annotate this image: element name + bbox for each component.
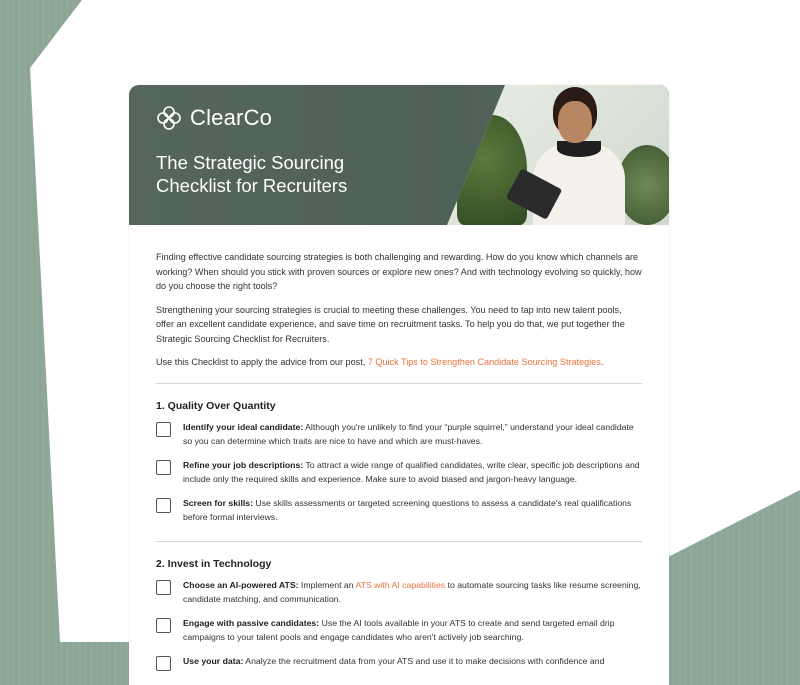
section-divider	[156, 541, 642, 542]
plant-shape	[457, 115, 527, 225]
section-title: 1. Quality Over Quantity	[156, 399, 276, 412]
use-line-text: Use this Checklist to apply the advice from our post,	[156, 357, 368, 367]
item-body: Use the AI tools available in your ATS to create and send targeted email drip campaigns to your talent pools and engage candidates who aren't actively job searching.	[183, 617, 615, 642]
person-face	[558, 101, 592, 143]
checkbox[interactable]	[156, 422, 171, 437]
brand-name: ClearCo	[190, 105, 273, 130]
checklist-item-text	[183, 458, 642, 487]
checklist-item	[156, 420, 642, 449]
item-heading: Refine your job descriptions:	[183, 459, 304, 470]
item-heading: Engage with passive candidates:	[183, 617, 320, 628]
item-body: Analyze the recruitment data from your ATS and use it to make decisions with confidence and	[243, 655, 605, 666]
blog-post-link[interactable]: 7 Quick Tips to Strengthen Candidate Sourcing Strategies	[367, 357, 601, 367]
ats-link[interactable]: ATS with AI capabilities	[355, 579, 446, 590]
intro-paragraph: Finding effective candidate sourcing strategies is both challenging and rewarding. How do you know which channels are working? When should you stick with proven sources or explore new ones? And with technology evolving so quickly, how do you choose the right tools?	[156, 252, 642, 291]
checkbox[interactable]	[156, 580, 171, 595]
recruiter-photo	[447, 85, 669, 225]
item-body: Implement an	[298, 579, 356, 590]
checklist-item-text	[183, 616, 642, 645]
brand-logo	[156, 105, 272, 131]
item-body: To attract a wide range of qualified candidates, write clear, specific job descriptions and include only the required skills and experience. Make sure to avoid biased and jargon-heavy language.	[183, 459, 640, 484]
checkbox[interactable]	[156, 498, 171, 513]
checklist-item	[156, 616, 642, 645]
checklist-item-text	[183, 420, 642, 449]
item-heading: Screen for skills:	[183, 497, 254, 508]
checkbox[interactable]	[156, 656, 171, 671]
item-body: Although you're unlikely to find your “purple squirrel,” understand your ideal candidate so you can determine which traits are nice to have and which are must-haves.	[183, 421, 634, 446]
item-body: to automate sourcing tasks like resume screening, candidate matching, and communication.	[183, 579, 641, 604]
header-banner	[129, 85, 669, 225]
item-heading: Identify your ideal candidate:	[183, 421, 304, 432]
clearco-logo-icon	[156, 105, 182, 131]
checklist-item-text	[183, 578, 642, 607]
checklist-item	[156, 578, 642, 607]
item-heading: Use your data:	[183, 655, 244, 666]
use-line-suffix: .	[600, 357, 604, 367]
item-body: Use skills assessments or targeted screening questions to assess a candidate's real qualifications before formal interviews.	[183, 497, 632, 522]
title-line-2: Checklist for Recruiters	[156, 175, 348, 196]
checklist-item-text	[183, 496, 642, 525]
checklist-item	[156, 496, 642, 525]
document-body	[156, 250, 642, 680]
use-line	[156, 355, 642, 370]
checklist-item	[156, 654, 642, 671]
checklist-document	[129, 85, 669, 685]
section-title: 2. Invest in Technology	[156, 557, 272, 570]
document-title	[156, 151, 416, 197]
title-line-1: The Strategic Sourcing	[156, 152, 345, 173]
checklist-item	[156, 458, 642, 487]
checkbox[interactable]	[156, 460, 171, 475]
checkbox[interactable]	[156, 618, 171, 633]
person-collar	[557, 141, 601, 157]
item-heading: Choose an AI-powered ATS:	[183, 579, 299, 590]
section-divider	[156, 383, 642, 384]
checklist-item-text	[183, 654, 604, 669]
intro-paragraph: Strengthening your sourcing strategies is crucial to meeting these challenges. You need to tap into new talent pools, offer an excellent candidate experience, and save time on recruitment tasks. To help you do that, we put together the Strategic Sourcing Checklist for Recruiters.	[156, 304, 625, 344]
